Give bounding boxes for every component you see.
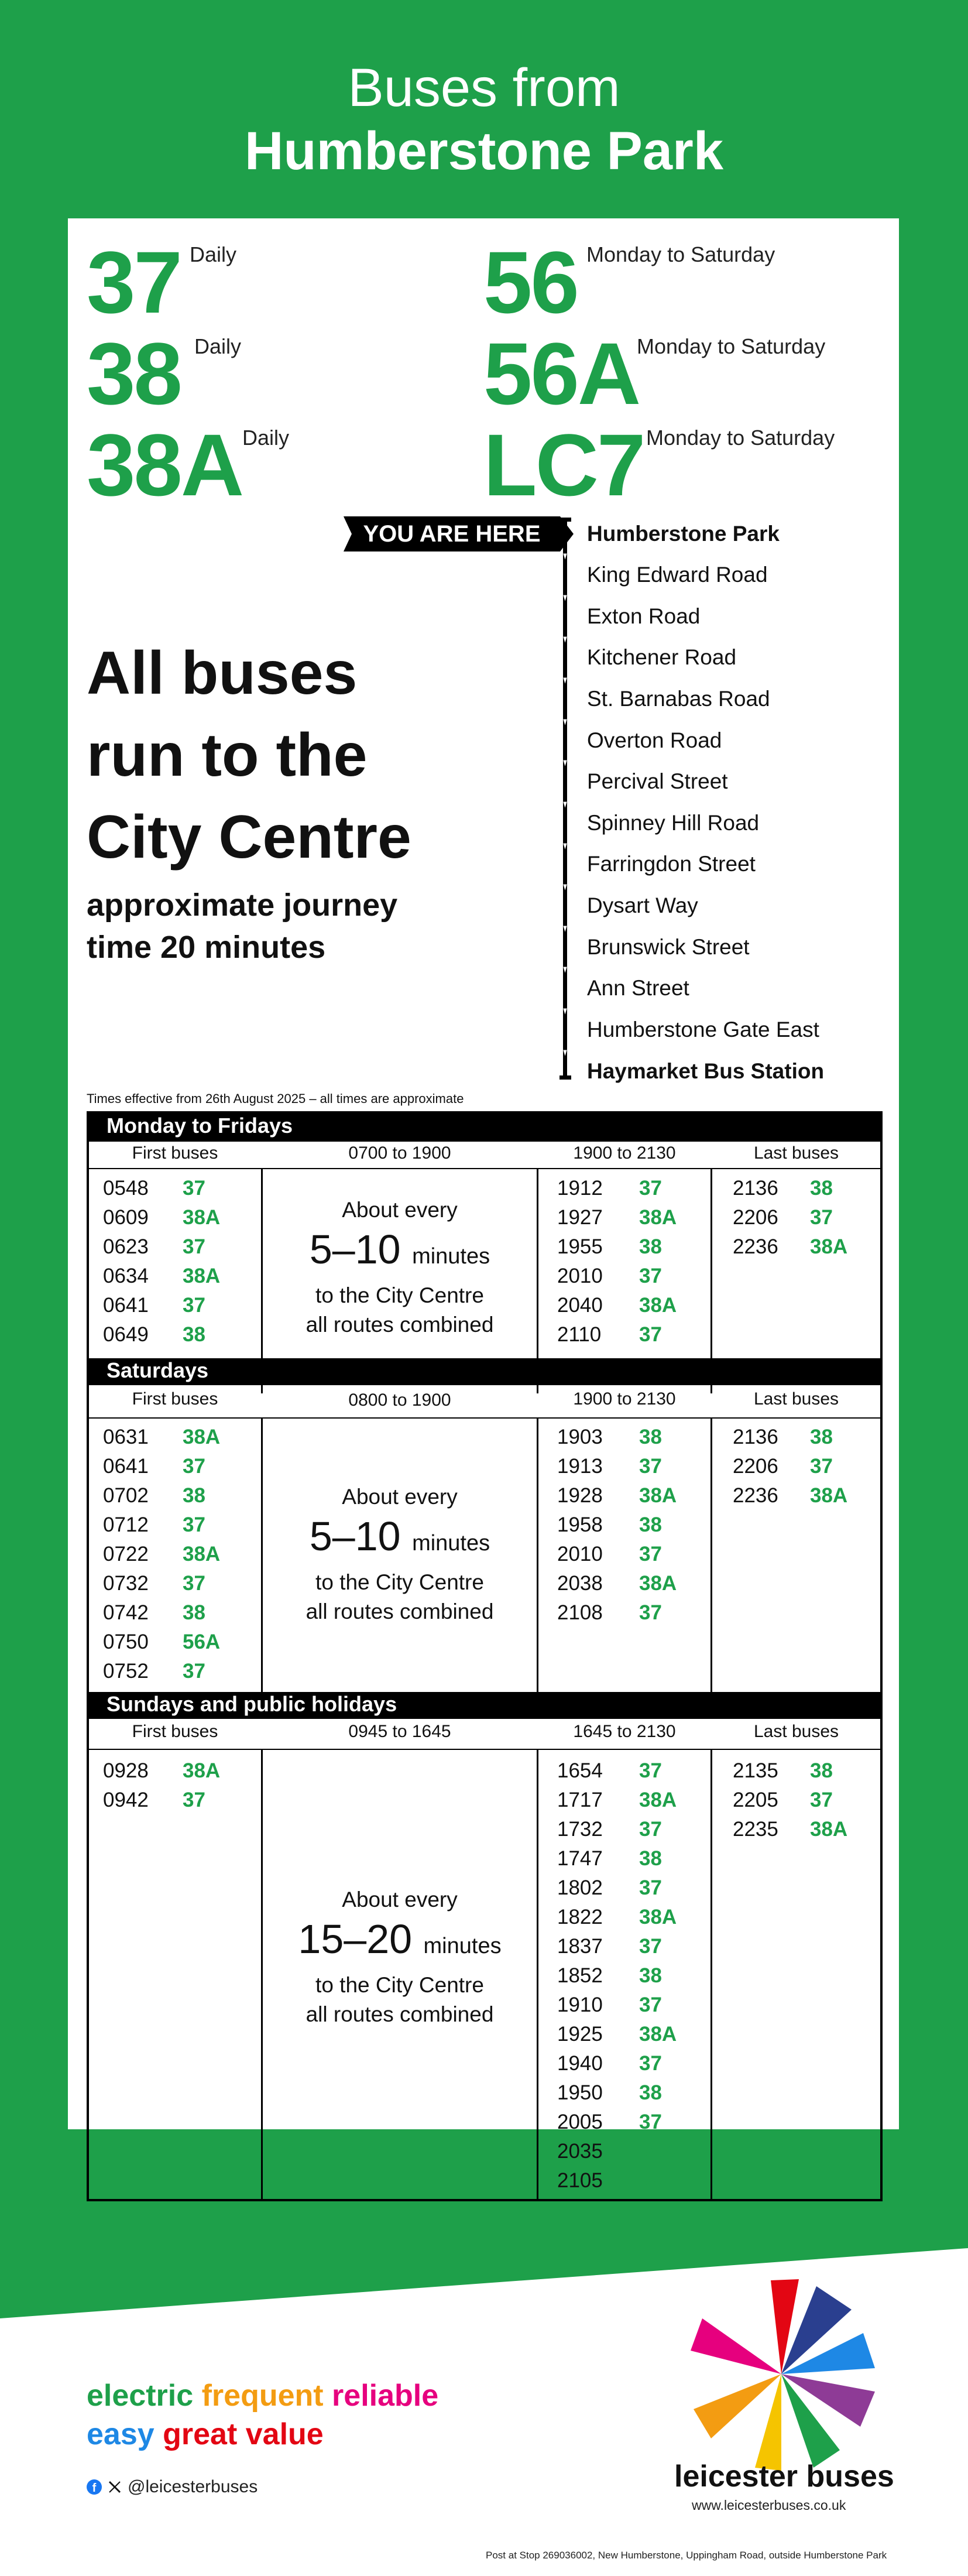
departure-time: 2236 (733, 1235, 778, 1258)
departure-time: 1913 (557, 1455, 603, 1478)
departure-time: 1747 (557, 1847, 603, 1870)
departure-time: 1955 (557, 1235, 603, 1258)
departure-time: 2005 (557, 2111, 603, 2133)
col-header: 0945 to 1645 (348, 1722, 451, 1741)
departure-route: 38A (639, 1789, 677, 1811)
departure-time: 1837 (557, 1935, 603, 1958)
stop-post-note: Post at Stop 269036002, New Humberstone, Uppingham Road, outside Humberstone Park (486, 2550, 887, 2561)
destination-line1: All buses (87, 639, 358, 707)
departure-time: 0641 (103, 1294, 149, 1317)
departure-route: 37 (639, 2169, 662, 2192)
departure-route: 38A (183, 1426, 221, 1448)
stop-item: Percival Street (587, 769, 728, 793)
header-stop-name: Humberstone Park (244, 121, 724, 181)
col-header: First buses (132, 1389, 218, 1409)
departure-time: 2205 (733, 1789, 778, 1811)
departure-route: 37 (639, 1543, 662, 1566)
departure-time: 0752 (103, 1660, 149, 1683)
departure-route: 37 (183, 1789, 205, 1811)
departure-time: 0641 (103, 1455, 149, 1478)
col-header: 0800 to 1900 (348, 1390, 451, 1410)
social-handle[interactable]: @leicesterbuses (128, 2477, 258, 2496)
departure-time: 1732 (557, 1818, 603, 1841)
route-number: 38A (87, 416, 243, 514)
stop-terminus: Haymarket Bus Station (587, 1059, 825, 1083)
website-link[interactable]: www.leicesterbuses.co.uk (692, 2498, 846, 2513)
route-number: 38 (87, 324, 181, 423)
stop-item: Kitchener Road (587, 645, 737, 669)
departure-time: 1910 (557, 1993, 603, 2016)
departure-route: 38 (639, 1513, 662, 1536)
destination-line2: run to the (87, 721, 368, 789)
stop-item: Dysart Way (587, 893, 698, 917)
saturday-band: Saturdays (89, 1358, 880, 1385)
you-are-here-label: YOU ARE HERE (363, 521, 541, 547)
x-icon[interactable] (108, 2480, 122, 2494)
departure-route: 37 (183, 1294, 205, 1317)
stop-item: Exton Road (587, 604, 701, 628)
route-number: 56 (483, 233, 578, 331)
stop-item: Overton Road (587, 728, 722, 752)
departure-route: 37 (639, 1935, 662, 1958)
route-days: Monday to Saturday (637, 334, 826, 358)
departure-time: 0609 (103, 1206, 149, 1229)
departure-route: 37 (810, 1455, 833, 1478)
stop-item: Humberstone Gate East (587, 1018, 819, 1042)
departure-route: 38A (810, 1818, 848, 1841)
journey-time-line1: approximate journey (87, 888, 398, 923)
svg-text:f: f (92, 2482, 97, 2495)
departure-time: 0750 (103, 1630, 149, 1653)
col-header: Last buses (753, 1722, 839, 1741)
route-line (559, 518, 571, 1080)
facebook-icon[interactable] (87, 2479, 102, 2495)
departure-route: 37 (183, 1177, 205, 1200)
col-header: 1900 to 2130 (573, 1143, 676, 1163)
tag-word: easy (87, 2417, 155, 2451)
col-header: 1900 to 2130 (573, 1389, 676, 1409)
departure-route: 38 (183, 1601, 205, 1624)
departure-route: 38A (639, 2023, 677, 2046)
departure-time: 2235 (733, 1818, 778, 1841)
departure-time: 2110 (557, 1323, 602, 1346)
departure-time: 1928 (557, 1484, 603, 1507)
departure-time: 1802 (557, 1876, 603, 1899)
departure-route: 38A (810, 1484, 848, 1507)
stop-current: Humberstone Park (587, 522, 780, 546)
departure-time: 1925 (557, 2023, 603, 2046)
departure-route: 38A (639, 1206, 677, 1229)
departure-time: 2135 (733, 1759, 778, 1782)
effective-note: Times effective from 26th August 2025 – all times are approximate (87, 1091, 464, 1106)
departure-time: 2108 (557, 1601, 603, 1624)
departure-route: 37 (639, 1993, 662, 2016)
departure-route: 56A (183, 1630, 221, 1653)
departure-time: 2206 (733, 1455, 778, 1478)
weekday-band: Monday to Fridays (89, 1114, 880, 1140)
departure-route: 38 (810, 1177, 833, 1200)
departure-time: 2136 (733, 1426, 778, 1448)
departure-time: 1958 (557, 1513, 603, 1536)
tag-word: electric (87, 2379, 194, 2413)
departure-route: 37 (810, 1789, 833, 1811)
departure-time: 0732 (103, 1572, 149, 1595)
departure-time: 1717 (557, 1789, 603, 1811)
departure-route: 37 (183, 1660, 205, 1683)
departure-time: 0649 (103, 1323, 149, 1346)
departure-route: 37 (639, 1177, 662, 1200)
route-days: Daily (194, 334, 242, 358)
departure-route: 37 (183, 1572, 205, 1595)
stop-item: Spinney Hill Road (587, 811, 760, 835)
departure-time: 1822 (557, 1906, 603, 1928)
departure-time: 0712 (103, 1513, 149, 1536)
stop-item: Farringdon Street (587, 852, 756, 876)
frequency-note: About every 5–10 minutes to the City Centre all routes combined (305, 1198, 494, 1337)
frequency-note: About every 15–20 minutes to the City Centre all routes combined (298, 1888, 502, 2026)
header-line1: Buses from (348, 58, 620, 118)
departure-route: 37 (639, 2111, 662, 2133)
departure-time: 2010 (557, 1543, 603, 1566)
departure-route: 37 (639, 1455, 662, 1478)
departure-time: 0942 (103, 1789, 149, 1811)
departure-route: 37 (639, 1759, 662, 1782)
tagline-line1 (87, 2377, 438, 2414)
departure-time: 2236 (733, 1484, 778, 1507)
tag-word: frequent (201, 2379, 324, 2413)
departure-route: 38 (639, 1847, 662, 1870)
journey-time-line2: time 20 minutes (87, 930, 326, 965)
stop-item: St. Barnabas Road (587, 687, 770, 711)
departure-time: 2040 (557, 1294, 603, 1317)
departure-time: 1940 (557, 2052, 603, 2075)
departure-time: 2206 (733, 1206, 778, 1229)
departure-route: 37 (183, 1455, 205, 1478)
departure-time: 0634 (103, 1265, 149, 1287)
timetable (87, 1111, 883, 2201)
route-days: Daily (242, 426, 290, 450)
departure-time: 2038 (557, 1572, 603, 1595)
stop-item: Brunswick Street (587, 935, 750, 959)
departure-route: 38A (639, 1484, 677, 1507)
departure-time: 0631 (103, 1426, 149, 1448)
route-number: 56A (483, 324, 640, 423)
social-row (87, 2476, 258, 2498)
brand-name: leicester buses (674, 2459, 894, 2493)
departure-route: 38 (810, 1759, 833, 1782)
departure-route: 38A (183, 1265, 221, 1287)
departure-route: 37 (639, 1818, 662, 1841)
col-header: 1645 to 2130 (573, 1722, 676, 1741)
departure-route: 37 (639, 1323, 662, 1346)
departure-route: 38A (639, 1572, 677, 1595)
leicester-buses-logo-icon (685, 2277, 878, 2471)
departure-route: 38 (183, 1484, 205, 1507)
tagline-line2 (87, 2416, 324, 2453)
tag-word: reliable (332, 2379, 439, 2413)
departure-route: 38A (810, 1235, 848, 1258)
departure-time: 2105 (557, 2169, 603, 2192)
col-header: First buses (132, 1722, 218, 1741)
departure-time: 0702 (103, 1484, 149, 1507)
col-header: Last buses (753, 1389, 839, 1409)
tag-word: great value (163, 2417, 324, 2451)
sunday-band: Sundays and public holidays (89, 1692, 880, 1719)
departure-time: 1852 (557, 1964, 603, 1987)
departure-route: 37 (183, 1235, 205, 1258)
departure-time: 1927 (557, 1206, 603, 1229)
departure-route: 38A (183, 1543, 221, 1566)
departure-route: 37 (639, 2052, 662, 2075)
departure-time: 1903 (557, 1426, 603, 1448)
departure-time: 1912 (557, 1177, 603, 1200)
departure-route: 38A (183, 1206, 221, 1229)
departure-time: 1950 (557, 2081, 603, 2104)
departure-route: 38 (183, 1323, 205, 1346)
departure-time: 0548 (103, 1177, 149, 1200)
departure-route: 37 (183, 1513, 205, 1536)
departure-route: 37 (639, 1601, 662, 1624)
departure-route: 38A (639, 1906, 677, 1928)
departure-route: 38A (639, 2140, 677, 2163)
departure-route: 38 (810, 1426, 833, 1448)
departure-route: 38 (639, 1235, 662, 1258)
departure-route: 38A (183, 1759, 221, 1782)
stop-item: King Edward Road (587, 563, 768, 587)
stop-item: Ann Street (587, 976, 689, 1000)
departure-time: 2136 (733, 1177, 778, 1200)
departure-time: 2035 (557, 2140, 603, 2163)
route-number: 37 (87, 233, 181, 331)
departure-route: 38 (639, 1964, 662, 1987)
departure-time: 1654 (557, 1759, 603, 1782)
route-number: LC7 (483, 416, 644, 514)
departure-route: 37 (639, 1876, 662, 1899)
departure-route: 37 (810, 1206, 833, 1229)
departure-route: 38 (639, 2081, 662, 2104)
col-header: First buses (132, 1143, 218, 1163)
departure-route: 38A (639, 1294, 677, 1317)
departure-time: 0928 (103, 1759, 149, 1782)
route-days: Monday to Saturday (646, 426, 835, 450)
departure-time: 0722 (103, 1543, 149, 1566)
departure-route: 38 (639, 1426, 662, 1448)
route-days: Daily (190, 242, 237, 266)
route-days: Monday to Saturday (586, 242, 775, 266)
departure-time: 0742 (103, 1601, 149, 1624)
departure-time: 0623 (103, 1235, 149, 1258)
col-header: 0700 to 1900 (348, 1143, 451, 1163)
departure-time: 2010 (557, 1265, 603, 1287)
frequency-note: About every 5–10 minutes to the City Centre all routes combined (305, 1485, 494, 1623)
col-header: Last buses (753, 1143, 839, 1163)
departure-route: 37 (639, 1265, 662, 1287)
destination-line3: City Centre (87, 803, 411, 871)
